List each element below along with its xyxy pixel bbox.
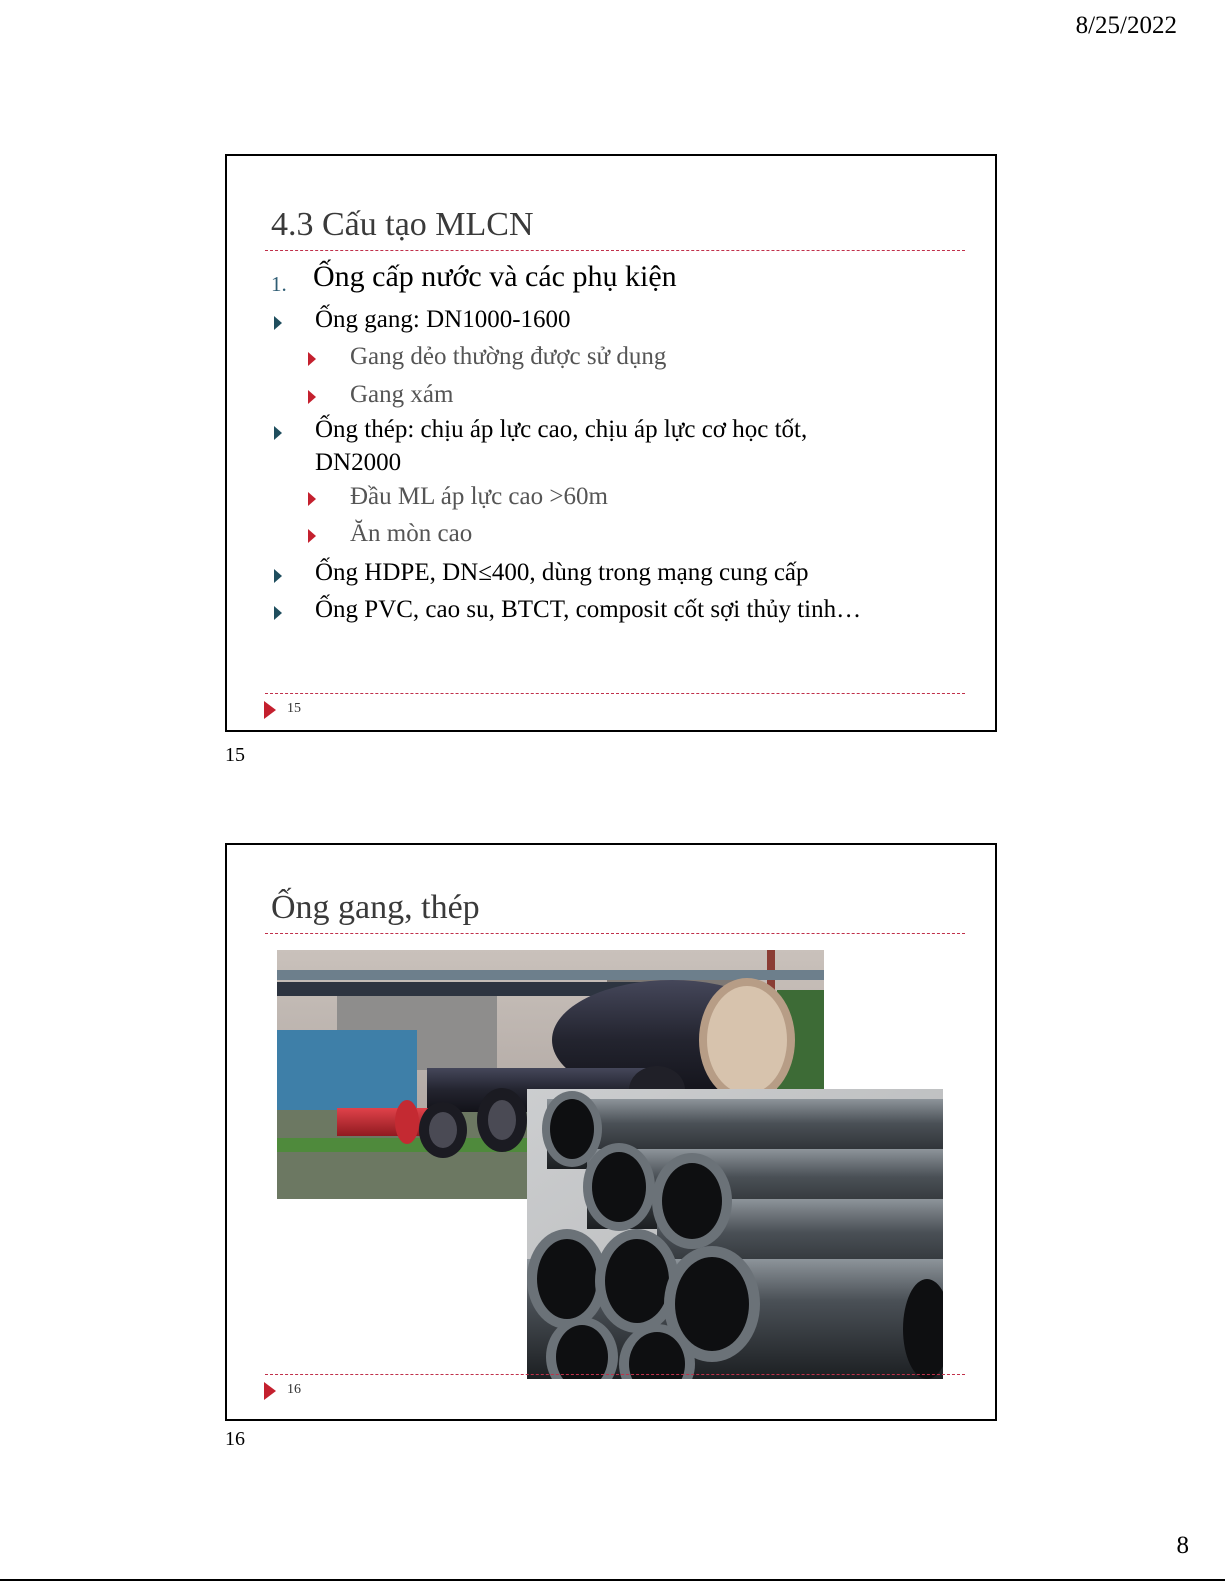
- page-number: 8: [1176, 1532, 1189, 1559]
- bottom-rule: [0, 1579, 1225, 1581]
- sub-bullet-corrosion: Ăn mòn cao: [350, 520, 473, 547]
- sub-bullet-icon: [308, 492, 316, 506]
- slide-title: Ống gang, thép: [271, 889, 480, 926]
- title-divider: [265, 933, 965, 934]
- footer-divider: [265, 693, 965, 694]
- sub-bullet-icon: [308, 390, 316, 404]
- sub-bullet-grey: Gang xám: [350, 381, 454, 408]
- steel-pipes-photo: [527, 1089, 943, 1379]
- footer-marker-icon: [264, 701, 276, 719]
- slide-label: 15: [225, 744, 245, 766]
- sub-bullet-ductile: Gang dẻo thường được sử dụng: [350, 343, 667, 370]
- sub-bullet-high-pressure: Đầu ML áp lực cao >60m: [350, 483, 608, 510]
- page-date: 8/25/2022: [1075, 12, 1177, 39]
- slide-label: 16: [225, 1428, 245, 1450]
- slide-title: 4.3 Cấu tạo MLCN: [271, 206, 534, 243]
- footer-divider: [265, 1374, 965, 1375]
- footer-marker-icon: [264, 1382, 276, 1400]
- slide-15: [225, 154, 997, 732]
- section-heading: Ống cấp nước và các phụ kiện: [313, 260, 677, 293]
- bullet-cast-iron: Ống gang: DN1000-1600: [315, 306, 571, 333]
- bullet-hdpe: Ống HDPE, DN≤400, dùng trong mạng cung cấp: [315, 559, 809, 586]
- title-divider: [265, 250, 965, 251]
- bullet-steel: Ống thép: chịu áp lực cao, chịu áp lực cơ học tốt,: [315, 416, 808, 443]
- bullet-icon: [274, 606, 282, 620]
- bullet-steel-cont: DN2000: [315, 449, 402, 476]
- bullet-pvc: Ống PVC, cao su, BTCT, composit cốt sợi thủy tinh…: [315, 596, 862, 623]
- slide-footer-number: 15: [287, 701, 301, 716]
- slide-footer-number: 16: [287, 1382, 301, 1397]
- sub-bullet-icon: [308, 352, 316, 366]
- bullet-icon: [274, 316, 282, 330]
- bullet-icon: [274, 569, 282, 583]
- slide-16: [225, 843, 997, 1421]
- list-number: 1.: [271, 272, 287, 296]
- sub-bullet-icon: [308, 529, 316, 543]
- bullet-icon: [274, 426, 282, 440]
